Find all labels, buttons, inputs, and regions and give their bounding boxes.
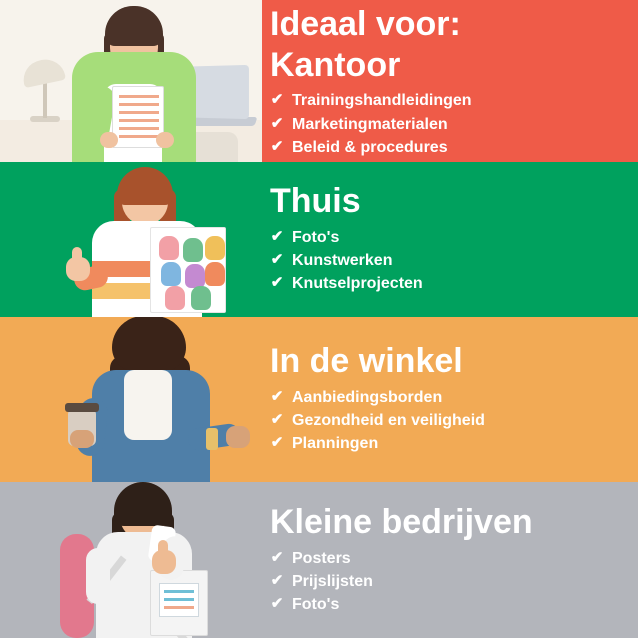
photo-home [0, 162, 262, 317]
poster-eyebrow: Ideaal voor: [270, 5, 461, 44]
list-item-label: Planningen [292, 435, 379, 453]
check-icon: ✔ [270, 411, 284, 429]
list-item-label: Foto's [292, 229, 340, 247]
list-item [270, 226, 624, 249]
check-icon: ✔ [270, 228, 284, 246]
list-item-label: Aanbiedingsborden [292, 389, 443, 407]
heading-kantoor: Kantoor [270, 45, 401, 84]
list-item-label: Marketingmaterialen [292, 115, 448, 133]
list-item-label: Prijslijsten [292, 572, 373, 590]
band-kleine-bedrijven [0, 482, 638, 638]
check-icon: ✔ [270, 114, 284, 132]
check-icon: ✔ [270, 571, 284, 589]
band-kantoor [0, 0, 638, 162]
list-kleine-bedrijven [270, 547, 624, 617]
list-item-label: Foto's [292, 595, 340, 613]
list-item-label: Gezondheid en veiligheid [292, 412, 485, 430]
content-kleine-bedrijven [262, 482, 638, 638]
check-icon: ✔ [270, 91, 284, 109]
list-item [270, 386, 624, 409]
content-kantoor [262, 0, 638, 162]
list-item-label: Trainingshandleidingen [292, 92, 472, 110]
list-item-label: Beleid & procedures [292, 138, 448, 156]
list-item [270, 272, 624, 295]
list-item [270, 409, 624, 432]
check-icon: ✔ [270, 274, 284, 292]
list-item [270, 249, 624, 272]
list-item-label: Kunstwerken [292, 252, 393, 270]
list-item [270, 547, 624, 570]
check-icon: ✔ [270, 594, 284, 612]
check-icon: ✔ [270, 251, 284, 269]
list-item [270, 136, 624, 159]
check-icon: ✔ [270, 548, 284, 566]
heading-thuis: Thuis [270, 182, 361, 221]
band-thuis [0, 162, 638, 317]
check-icon: ✔ [270, 434, 284, 452]
list-winkel [270, 386, 624, 456]
photo-store [0, 317, 262, 482]
list-item-label: Knutselprojecten [292, 275, 423, 293]
list-thuis [270, 226, 624, 296]
photo-small-business [0, 482, 262, 638]
content-thuis [262, 162, 638, 317]
list-kantoor [270, 89, 624, 159]
list-item-label: Posters [292, 549, 351, 567]
heading-kleine-bedrijven: Kleine bedrijven [270, 502, 533, 541]
heading-winkel: In de winkel [270, 342, 463, 381]
photo-office [0, 0, 262, 162]
content-winkel [262, 317, 638, 482]
list-item [270, 113, 624, 136]
check-icon: ✔ [270, 388, 284, 406]
check-icon: ✔ [270, 137, 284, 155]
list-item [270, 593, 624, 616]
list-item [270, 570, 624, 593]
list-item [270, 432, 624, 455]
band-winkel [0, 317, 638, 482]
list-item [270, 89, 624, 112]
